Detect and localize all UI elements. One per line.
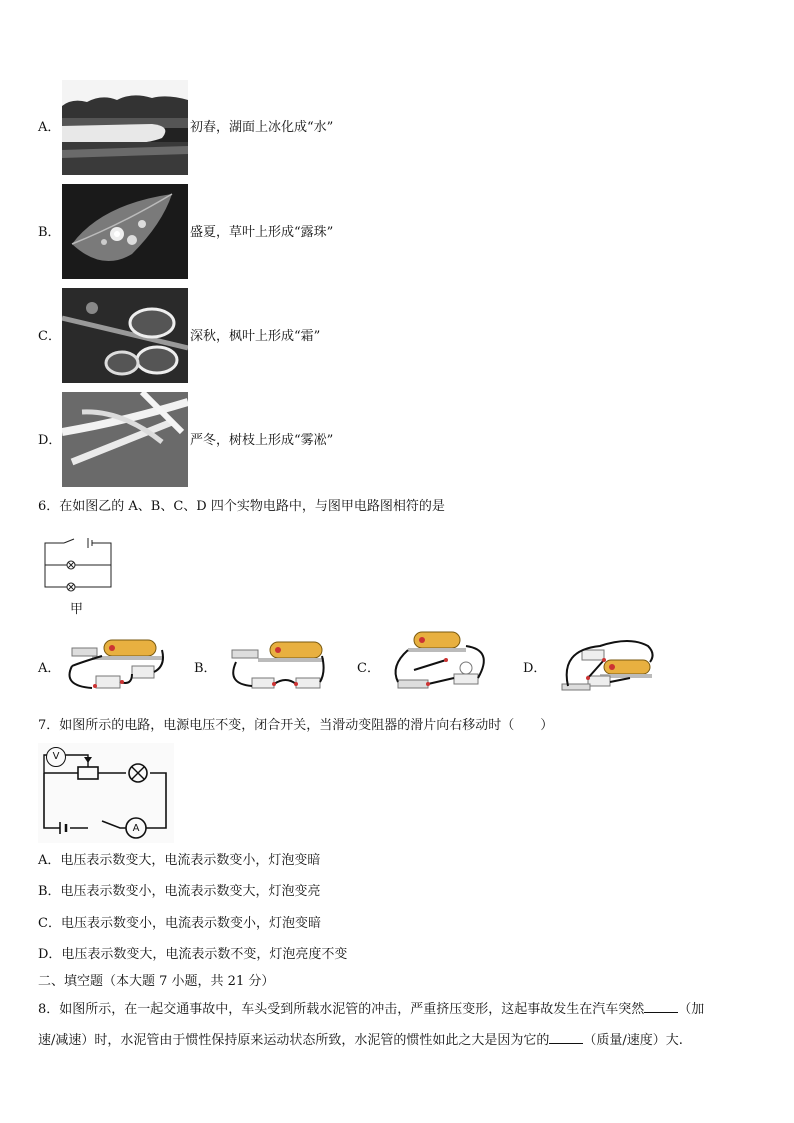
physical-circuit-b [222,636,327,694]
physical-circuit-a [62,636,167,694]
option-letter: A． [38,120,61,135]
q8-line-2 [38,1031,683,1049]
physical-circuit-d [560,640,656,694]
q7-option-b: B．电压表示数变小，电流表示数变大，灯泡变亮 [38,884,321,899]
physical-circuit-c [384,630,496,696]
q8-text-1b: （加 [678,1002,705,1017]
q7-option-d: D．电压表示数变大，电流表示数不变，灯泡亮度不变 [38,947,348,962]
ammeter-icon [127,820,145,838]
option-text: 盛夏，草叶上形成“露珠” [190,225,334,240]
q8-text-1a: 8．如图所示，在一起交通事故中，车头受到所载水泥管的冲击，严重挤压变形，这起事故发生在汽车突然 [38,1002,645,1017]
q8-text-2a: 速/减速）时，水泥管由于惯性保持原来运动状态所致，水泥管的惯性如此之大是因为它的 [38,1033,550,1048]
q7-stem: 7．如图所示的电路，电源电压不变，闭合开关，当滑动变阻器的滑片向右移动时（ ） [38,718,554,733]
answer-blank-2[interactable] [549,1031,583,1044]
q6-option-c-letter: C． [357,661,380,676]
rime-branch-photo [62,392,188,487]
frost-leaf-photo [62,288,188,383]
q8-text-2b: （质量/速度）大. [583,1033,683,1048]
ammeter-label: A [132,823,140,834]
answer-blank-1[interactable] [644,1000,678,1013]
frozen-lake-photo [62,80,188,175]
q6-option-b-letter: B． [194,661,217,676]
option-letter: C． [38,329,61,344]
option-letter: D． [38,433,62,448]
circuit-diagram-jia [44,537,114,597]
voltmeter-label: V [52,751,60,762]
voltmeter-icon [46,747,66,767]
q6-stem: 6．在如图乙的 A、B、C、D 四个实物电路中，与图甲电路图相符的是 [38,499,445,514]
section-heading: 二、填空题（本大题 7 小题，共 21 分） [38,974,275,989]
q6-option-d-letter: D． [523,661,547,676]
option-text: 严冬，树枝上形成“雾凇” [190,433,334,448]
figure-label-jia: 甲 [70,602,84,617]
q8-line-1 [38,1000,704,1018]
q6-option-a-letter: A． [38,661,61,676]
option-letter: B． [38,225,61,240]
q7-option-a: A．电压表示数变大，电流表示数变小，灯泡变暗 [38,853,321,868]
dew-leaf-photo [62,184,188,279]
option-text: 初春，湖面上冰化成“水” [190,120,334,135]
option-text: 深秋，枫叶上形成“霜” [190,329,321,344]
q7-option-c: C．电压表示数变小，电流表示数变小，灯泡变暗 [38,916,321,931]
